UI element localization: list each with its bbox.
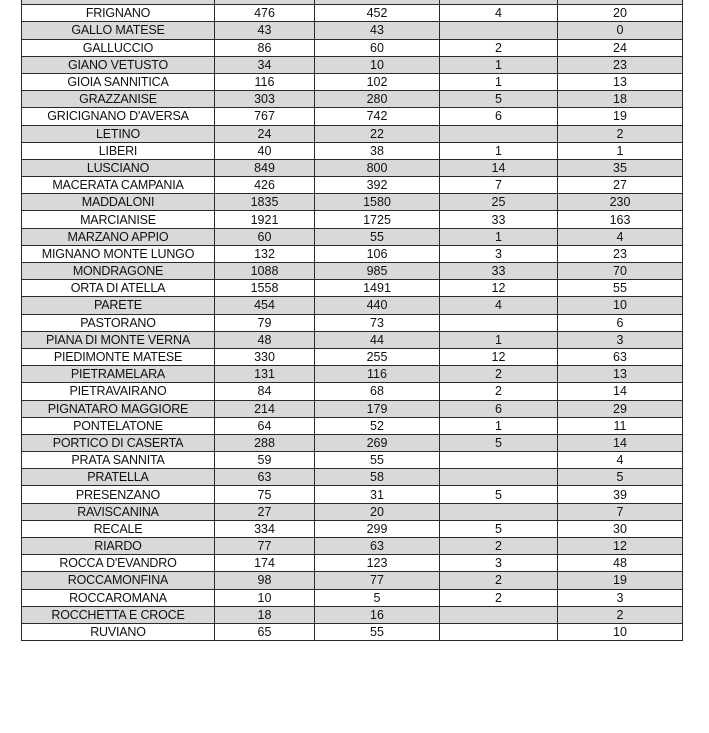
value-cell-1: 64 — [215, 417, 315, 434]
municipality-cell: PIETRAMELARA — [22, 366, 215, 383]
value-cell-4: 5 — [558, 469, 683, 486]
municipality-cell: PIGNATARO MAGGIORE — [22, 400, 215, 417]
table-row — [22, 589, 683, 606]
value-cell-4: 39 — [558, 486, 683, 503]
table-row — [22, 5, 683, 22]
value-cell-1: 1835 — [215, 194, 315, 211]
value-cell-1: 767 — [215, 108, 315, 125]
value-cell-4: 4 — [558, 228, 683, 245]
municipality-table — [21, 0, 683, 641]
municipality-cell: ROCCAMONFINA — [22, 572, 215, 589]
value-cell-4: 13 — [558, 366, 683, 383]
value-cell-2: 800 — [315, 159, 440, 176]
municipality-cell: MONDRAGONE — [22, 263, 215, 280]
value-cell-2: 60 — [315, 39, 440, 56]
value-cell-1: 288 — [215, 434, 315, 451]
value-cell-2: 16 — [315, 606, 440, 623]
value-cell-1: 40 — [215, 142, 315, 159]
value-cell-2: 985 — [315, 263, 440, 280]
value-cell-2: 52 — [315, 417, 440, 434]
municipality-cell: RUVIANO — [22, 623, 215, 640]
value-cell-3 — [440, 606, 558, 623]
value-cell-3 — [440, 623, 558, 640]
municipality-cell: RAVISCANINA — [22, 503, 215, 520]
value-cell-3: 1 — [440, 331, 558, 348]
value-cell-3: 33 — [440, 263, 558, 280]
value-cell-1: 84 — [215, 383, 315, 400]
value-cell-3 — [440, 469, 558, 486]
value-cell-1: 98 — [215, 572, 315, 589]
table-body — [22, 0, 683, 641]
value-cell-4: 14 — [558, 383, 683, 400]
value-cell-2: 116 — [315, 366, 440, 383]
table-row — [22, 486, 683, 503]
value-cell-4: 2 — [558, 125, 683, 142]
value-cell-4: 2 — [558, 606, 683, 623]
value-cell-4: 35 — [558, 159, 683, 176]
value-cell-3 — [440, 125, 558, 142]
municipality-cell: ROCCHETTA E CROCE — [22, 606, 215, 623]
value-cell-3: 1 — [440, 73, 558, 90]
value-cell-3: 2 — [440, 366, 558, 383]
table-row — [22, 125, 683, 142]
value-cell-3: 7 — [440, 177, 558, 194]
value-cell-1: 27 — [215, 503, 315, 520]
value-cell-2: 5 — [315, 589, 440, 606]
value-cell-2: 1491 — [315, 280, 440, 297]
table-row — [22, 331, 683, 348]
value-cell-1: 77 — [215, 538, 315, 555]
value-cell-1: 334 — [215, 520, 315, 537]
data-table-container — [21, 0, 682, 641]
value-cell-1: 132 — [215, 245, 315, 262]
value-cell-3: 25 — [440, 194, 558, 211]
value-cell-1: 303 — [215, 91, 315, 108]
value-cell-4: 7 — [558, 503, 683, 520]
value-cell-1: 174 — [215, 555, 315, 572]
table-row — [22, 39, 683, 56]
value-cell-1: 60 — [215, 228, 315, 245]
table-row — [22, 417, 683, 434]
municipality-cell: LIBERI — [22, 142, 215, 159]
value-cell-4: 18 — [558, 91, 683, 108]
value-cell-3: 2 — [440, 39, 558, 56]
value-cell-4: 63 — [558, 348, 683, 365]
value-cell-2: 73 — [315, 314, 440, 331]
municipality-cell: MADDALONI — [22, 194, 215, 211]
value-cell-2: 43 — [315, 22, 440, 39]
value-cell-2: 255 — [315, 348, 440, 365]
value-cell-4: 20 — [558, 5, 683, 22]
value-cell-3: 1 — [440, 142, 558, 159]
value-cell-4: 14 — [558, 434, 683, 451]
table-row — [22, 572, 683, 589]
value-cell-2: 440 — [315, 297, 440, 314]
value-cell-4: 12 — [558, 538, 683, 555]
value-cell-1: 79 — [215, 314, 315, 331]
value-cell-3: 14 — [440, 159, 558, 176]
value-cell-1: 63 — [215, 469, 315, 486]
value-cell-1: 426 — [215, 177, 315, 194]
value-cell-2: 10 — [315, 56, 440, 73]
value-cell-1: 18 — [215, 606, 315, 623]
value-cell-2: 123 — [315, 555, 440, 572]
municipality-cell: MACERATA CAMPANIA — [22, 177, 215, 194]
municipality-cell: PARETE — [22, 297, 215, 314]
value-cell-1: 476 — [215, 5, 315, 22]
value-cell-3 — [440, 503, 558, 520]
municipality-cell: GALLO MATESE — [22, 22, 215, 39]
value-cell-4: 1 — [558, 142, 683, 159]
table-row — [22, 91, 683, 108]
value-cell-2: 44 — [315, 331, 440, 348]
municipality-cell: PRATA SANNITA — [22, 452, 215, 469]
value-cell-2: 102 — [315, 73, 440, 90]
value-cell-1: 1921 — [215, 211, 315, 228]
municipality-cell: PIEDIMONTE MATESE — [22, 348, 215, 365]
value-cell-1: 131 — [215, 366, 315, 383]
value-cell-4: 10 — [558, 297, 683, 314]
value-cell-3: 1 — [440, 228, 558, 245]
value-cell-2: 77 — [315, 572, 440, 589]
value-cell-2: 68 — [315, 383, 440, 400]
municipality-cell: ORTA DI ATELLA — [22, 280, 215, 297]
value-cell-3: 12 — [440, 280, 558, 297]
value-cell-3 — [440, 22, 558, 39]
table-row — [22, 434, 683, 451]
value-cell-2: 63 — [315, 538, 440, 555]
value-cell-4: 24 — [558, 39, 683, 56]
value-cell-1: 48 — [215, 331, 315, 348]
value-cell-4: 6 — [558, 314, 683, 331]
municipality-cell: ROCCAROMANA — [22, 589, 215, 606]
table-row — [22, 366, 683, 383]
municipality-cell: MARCIANISE — [22, 211, 215, 228]
value-cell-2: 1580 — [315, 194, 440, 211]
table-row — [22, 108, 683, 125]
value-cell-2: 38 — [315, 142, 440, 159]
value-cell-3: 5 — [440, 520, 558, 537]
value-cell-3: 6 — [440, 400, 558, 417]
value-cell-4: 23 — [558, 56, 683, 73]
table-row — [22, 452, 683, 469]
municipality-cell: GALLUCCIO — [22, 39, 215, 56]
municipality-cell: MARZANO APPIO — [22, 228, 215, 245]
value-cell-4: 29 — [558, 400, 683, 417]
municipality-cell: RIARDO — [22, 538, 215, 555]
value-cell-1: 1088 — [215, 263, 315, 280]
table-row — [22, 194, 683, 211]
municipality-cell: GRAZZANISE — [22, 91, 215, 108]
value-cell-4: 48 — [558, 555, 683, 572]
table-row — [22, 228, 683, 245]
table-row — [22, 56, 683, 73]
value-cell-3: 1 — [440, 56, 558, 73]
municipality-cell: GIANO VETUSTO — [22, 56, 215, 73]
table-row — [22, 177, 683, 194]
municipality-cell: RECALE — [22, 520, 215, 537]
value-cell-2: 452 — [315, 5, 440, 22]
value-cell-3: 3 — [440, 245, 558, 262]
table-row — [22, 538, 683, 555]
value-cell-4: 55 — [558, 280, 683, 297]
table-row — [22, 245, 683, 262]
municipality-cell: ROCCA D'EVANDRO — [22, 555, 215, 572]
table-row — [22, 73, 683, 90]
value-cell-4: 70 — [558, 263, 683, 280]
value-cell-3: 5 — [440, 434, 558, 451]
value-cell-3: 2 — [440, 572, 558, 589]
value-cell-2: 280 — [315, 91, 440, 108]
value-cell-2: 1725 — [315, 211, 440, 228]
value-cell-4: 19 — [558, 108, 683, 125]
value-cell-4: 27 — [558, 177, 683, 194]
value-cell-4: 10 — [558, 623, 683, 640]
value-cell-2: 742 — [315, 108, 440, 125]
value-cell-3: 33 — [440, 211, 558, 228]
value-cell-1: 75 — [215, 486, 315, 503]
municipality-cell: PASTORANO — [22, 314, 215, 331]
table-row — [22, 297, 683, 314]
value-cell-2: 22 — [315, 125, 440, 142]
municipality-cell: GRICIGNANO D'AVERSA — [22, 108, 215, 125]
value-cell-3: 2 — [440, 589, 558, 606]
value-cell-2: 55 — [315, 228, 440, 245]
value-cell-1: 330 — [215, 348, 315, 365]
value-cell-3: 4 — [440, 297, 558, 314]
table-row — [22, 348, 683, 365]
value-cell-3 — [440, 452, 558, 469]
value-cell-4: 3 — [558, 331, 683, 348]
value-cell-2: 299 — [315, 520, 440, 537]
value-cell-1: 34 — [215, 56, 315, 73]
table-row — [22, 314, 683, 331]
value-cell-2: 106 — [315, 245, 440, 262]
municipality-cell: LETINO — [22, 125, 215, 142]
table-row — [22, 606, 683, 623]
value-cell-1: 116 — [215, 73, 315, 90]
table-row — [22, 400, 683, 417]
value-cell-4: 30 — [558, 520, 683, 537]
value-cell-4: 3 — [558, 589, 683, 606]
municipality-cell: PRATELLA — [22, 469, 215, 486]
value-cell-2: 392 — [315, 177, 440, 194]
value-cell-3: 2 — [440, 538, 558, 555]
value-cell-1: 214 — [215, 400, 315, 417]
value-cell-3: 4 — [440, 5, 558, 22]
value-cell-2: 269 — [315, 434, 440, 451]
value-cell-1: 10 — [215, 589, 315, 606]
value-cell-4: 13 — [558, 73, 683, 90]
value-cell-3 — [440, 314, 558, 331]
municipality-cell: PORTICO DI CASERTA — [22, 434, 215, 451]
value-cell-2: 179 — [315, 400, 440, 417]
table-row — [22, 503, 683, 520]
value-cell-3: 1 — [440, 417, 558, 434]
value-cell-3: 12 — [440, 348, 558, 365]
table-row — [22, 22, 683, 39]
table-row — [22, 280, 683, 297]
value-cell-1: 65 — [215, 623, 315, 640]
value-cell-3: 3 — [440, 555, 558, 572]
value-cell-2: 58 — [315, 469, 440, 486]
value-cell-3: 2 — [440, 383, 558, 400]
value-cell-1: 24 — [215, 125, 315, 142]
table-row — [22, 263, 683, 280]
value-cell-4: 0 — [558, 22, 683, 39]
table-row — [22, 142, 683, 159]
table-row — [22, 383, 683, 400]
municipality-cell: GIOIA SANNITICA — [22, 73, 215, 90]
value-cell-4: 23 — [558, 245, 683, 262]
value-cell-4: 163 — [558, 211, 683, 228]
value-cell-1: 849 — [215, 159, 315, 176]
value-cell-1: 1558 — [215, 280, 315, 297]
municipality-cell: MIGNANO MONTE LUNGO — [22, 245, 215, 262]
municipality-cell: FRIGNANO — [22, 5, 215, 22]
municipality-cell: PONTELATONE — [22, 417, 215, 434]
table-row — [22, 211, 683, 228]
value-cell-1: 454 — [215, 297, 315, 314]
table-row — [22, 623, 683, 640]
municipality-cell: LUSCIANO — [22, 159, 215, 176]
municipality-cell: PIANA DI MONTE VERNA — [22, 331, 215, 348]
value-cell-2: 55 — [315, 623, 440, 640]
value-cell-4: 230 — [558, 194, 683, 211]
value-cell-1: 86 — [215, 39, 315, 56]
municipality-cell: PIETRAVAIRANO — [22, 383, 215, 400]
value-cell-4: 19 — [558, 572, 683, 589]
value-cell-4: 11 — [558, 417, 683, 434]
value-cell-2: 20 — [315, 503, 440, 520]
value-cell-1: 59 — [215, 452, 315, 469]
value-cell-3: 5 — [440, 486, 558, 503]
value-cell-3: 6 — [440, 108, 558, 125]
table-row — [22, 555, 683, 572]
value-cell-2: 55 — [315, 452, 440, 469]
value-cell-4: 4 — [558, 452, 683, 469]
value-cell-2: 31 — [315, 486, 440, 503]
table-row — [22, 520, 683, 537]
municipality-cell: PRESENZANO — [22, 486, 215, 503]
table-row — [22, 469, 683, 486]
value-cell-1: 43 — [215, 22, 315, 39]
value-cell-3: 5 — [440, 91, 558, 108]
table-row — [22, 159, 683, 176]
